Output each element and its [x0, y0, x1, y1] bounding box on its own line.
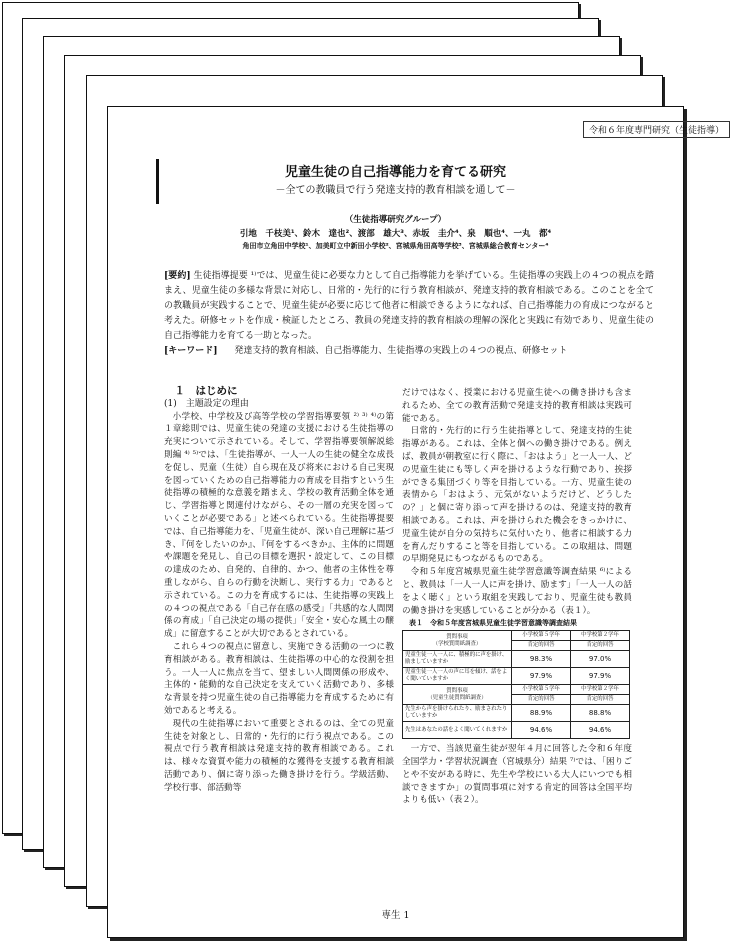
table-header-cell: 小学校第５学年	[512, 631, 571, 641]
table-header-cell: 中学校第２学年	[571, 631, 630, 641]
table-header-row	[403, 685, 630, 695]
body-paragraph: 小学校、中学校及び高等学校の学習指導要領 ²⁾ ³⁾ ⁴⁾の第１章総則では、児童生徒の発達の支援における生徒指導の充実について示されている。そして、学習指導要領解説総則編 ⁴⁾ ⁵⁾では、「生徒指導が、一人一人の生徒の健全な成長を促し、児童（生徒）自ら現在及び将来における自己実現を図っていくための自己指導能力の育成を目指すという生徒指導の積極的な意義を踏まえ、学校の教育活動全体を通じ、学習指導と関連付けながら、その一層の充実を図っていくことが必要である」と述べられている。生徒指導提要では、自己指導能力を、「児童生徒が、深い自己理解に基づき、『何をしたいのか』、『何をするべきか』、主体的に問題や課題を発見し、自己の目標を選択・設定して、この目標の達成のため、自発的、自律的、かつ、他者の主体性を尊重しながら、自らの行動を決断し、実行する力」であると示されている。この力を育成するには、生徒指導の実践上の４つの視点である「自己存在感の感受」「共感的な人間関係の育成」「自己決定の場の提供」「安全・安心な風土の醸成」に留意することが大切であるとされている。	[164, 411, 394, 640]
table-cell: 88.9%	[512, 705, 571, 722]
table-cell: 98.3%	[512, 651, 571, 668]
page-footer: 専生 1	[381, 910, 410, 921]
body-paragraph: 日常的・先行的に行う生徒指導として、発達支持的生徒指導がある。これは、全体と個への働き掛けである。例えば、教員が朝教室に行く際に、「おはよう」と一人一人、どの児童生徒にも等しく声を掛けるような行動であり、挨拶ができる集団づくり等を目指している。一方、児童生徒の表情から「おはよう、元気がないようだけど、どうしたの？」と個に寄り添って声を掛けるのは、発達支持的教育相談である。これは、声を掛けられた機会をきっかけに、児童生徒が自分の気持ちに気付いたり、他者に相談する力を育んだりすること等を目指している。この取組は、問題の早期発見にもつながるものである。	[402, 426, 632, 565]
table-header-row	[403, 631, 630, 641]
table-header-cell: 肯定的回答	[512, 695, 571, 705]
keywords-label: [キーワード]	[164, 346, 218, 356]
table-header-cell: 中学校第２学年	[571, 685, 630, 695]
table-row	[403, 668, 630, 685]
table-row	[403, 705, 630, 722]
table-header-cell: 肯定的回答	[512, 641, 571, 651]
table-cell: 先生はあなたの話をよく聞いてくれますか	[403, 722, 512, 739]
table-cell: 児童生徒一人一人に、積極的に声を掛け、励ましていますか	[403, 651, 512, 668]
abstract-block	[164, 269, 654, 359]
section-heading: １ はじめに	[174, 385, 238, 397]
abstract-text	[164, 269, 654, 344]
paper-subtitle: －全ての教職員で行う発達支持的教育相談を通して－	[275, 185, 516, 196]
table-row	[403, 722, 630, 739]
affiliation-list: 角田市立角田中学校¹、加美町立中新田小学校²、宮城県角田高等学校³、宮城県総合教育センター⁴	[242, 242, 549, 250]
table-cell: 児童生徒一人一人の声に耳を傾け、話をよく聞いていますか	[403, 668, 512, 685]
abstract-label: [要約]	[164, 271, 191, 281]
table-cell: 97.9%	[571, 668, 630, 685]
keywords-text: 発達支持的教育相談、自己指導能力、生徒指導の実践上の４つの視点、研修セット	[234, 346, 568, 356]
body-paragraph: 一方で、当該児童生徒が翌年４月に回答した令和６年度全国学力・学習状況調査（宮城県分）結果 ⁷⁾では、「困りごとや不安がある時に、先生や学校にいる大人にいつでも相談できますか」の質問事項に対する肯定的回答は全国平均よりも低い（表２）。	[402, 744, 632, 806]
table-row	[403, 651, 630, 668]
body-paragraph: これら４つの視点に留意し、実施できる活動の一つに教育相談がある。教育相談は、生徒指導の中心的な役割を担う。一人一人に焦点を当て、望ましい人間関係の形成や、主体的・能動的な自己決定を支えていく活動であり、多様な背景を持つ児童生徒の自己指導能力を育成するために有効であると考える。	[164, 641, 394, 716]
table-header-cell: 小学校第５学年	[512, 685, 571, 695]
keywords-line	[164, 344, 654, 359]
table-cell: 97.9%	[512, 668, 571, 685]
right-column	[402, 387, 632, 807]
body-paragraph: だけではなく、授業における児童生徒への働き掛けも含まれるため、全ての教育活動で発達支持的教育相談は実践可能である。	[402, 388, 632, 424]
table-header-cell: 質問事項 （児童生徒質問紙調査）	[403, 685, 512, 705]
paper-title: 児童生徒の自己指導能力を育てる研究	[284, 165, 506, 180]
subsection-heading: (1) 主題設定の理由	[164, 398, 249, 409]
table-header-cell: 肯定的回答	[571, 641, 630, 651]
table-cell: 94.6%	[512, 722, 571, 739]
table-caption: 表１ 令和５年度宮城県児童生徒学習意識等調査結果	[409, 619, 577, 628]
research-group: （生徒指導研究グループ）	[344, 215, 447, 225]
body-paragraph: 令和５年度宮城県児童生徒学習意識等調査結果 ⁶⁾によると、教員は「一人一人に声を掛け、励ます」「一人一人の話をよく聴く」という取組を実践しており、児童生徒も教員の働き掛けを実感していることが分かる（表１）。	[402, 567, 632, 616]
abstract-body: 生徒指導提要 ¹⁾では、児童生徒に必要な力として自己指導能力を挙げている。生徒指導の実践上の４つの視点を踏まえ、児童生徒の多様な背景に対応し、日常的・先行的に行う教育相談が、発達支持的教育相談である。このことを全ての教職員が実践することで、児童生徒が必要に応じて他者に相談できるようになれば、自己指導能力の育成につながると考えた。研修セットを作成・検証したところ、教員の発達支持的教育相談の理解の深化と実践に有効であり、児童生徒の自己指導能力を育てる一助となった。	[164, 271, 654, 341]
front-page	[107, 106, 725, 938]
table-cell: 97.0%	[571, 651, 630, 668]
table-header-cell: 質問事項 （学校質問紙調査）	[403, 631, 512, 651]
survey-results-table	[402, 630, 630, 739]
left-column	[164, 385, 394, 795]
table-cell: 先生から声を掛けられたり、励まされたりしていますか	[403, 705, 512, 722]
author-list: 引地 千枝美¹、鈴木 達也²、渡部 雄大³、赤坂 圭介⁴、泉 順也⁴、一丸 都⁴	[239, 229, 552, 239]
body-paragraph: 現代の生徒指導において重要とされるのは、全ての児童生徒を対象とし、日常的・先行的に行う視点である。この視点で行う教育相談は発達支持的教育相談である。これは、様々な資質や能力の積極的な獲得を支援する教育相談活動であり、個に寄り添った働き掛けを行う。学級活動、学校行事、部活動等	[164, 718, 394, 793]
research-category-badge: 令和６年度専門研究（生徒指導）	[583, 121, 730, 138]
table-cell: 94.6%	[571, 722, 630, 739]
table-cell: 88.8%	[571, 705, 630, 722]
table-header-cell: 肯定的回答	[571, 695, 630, 705]
